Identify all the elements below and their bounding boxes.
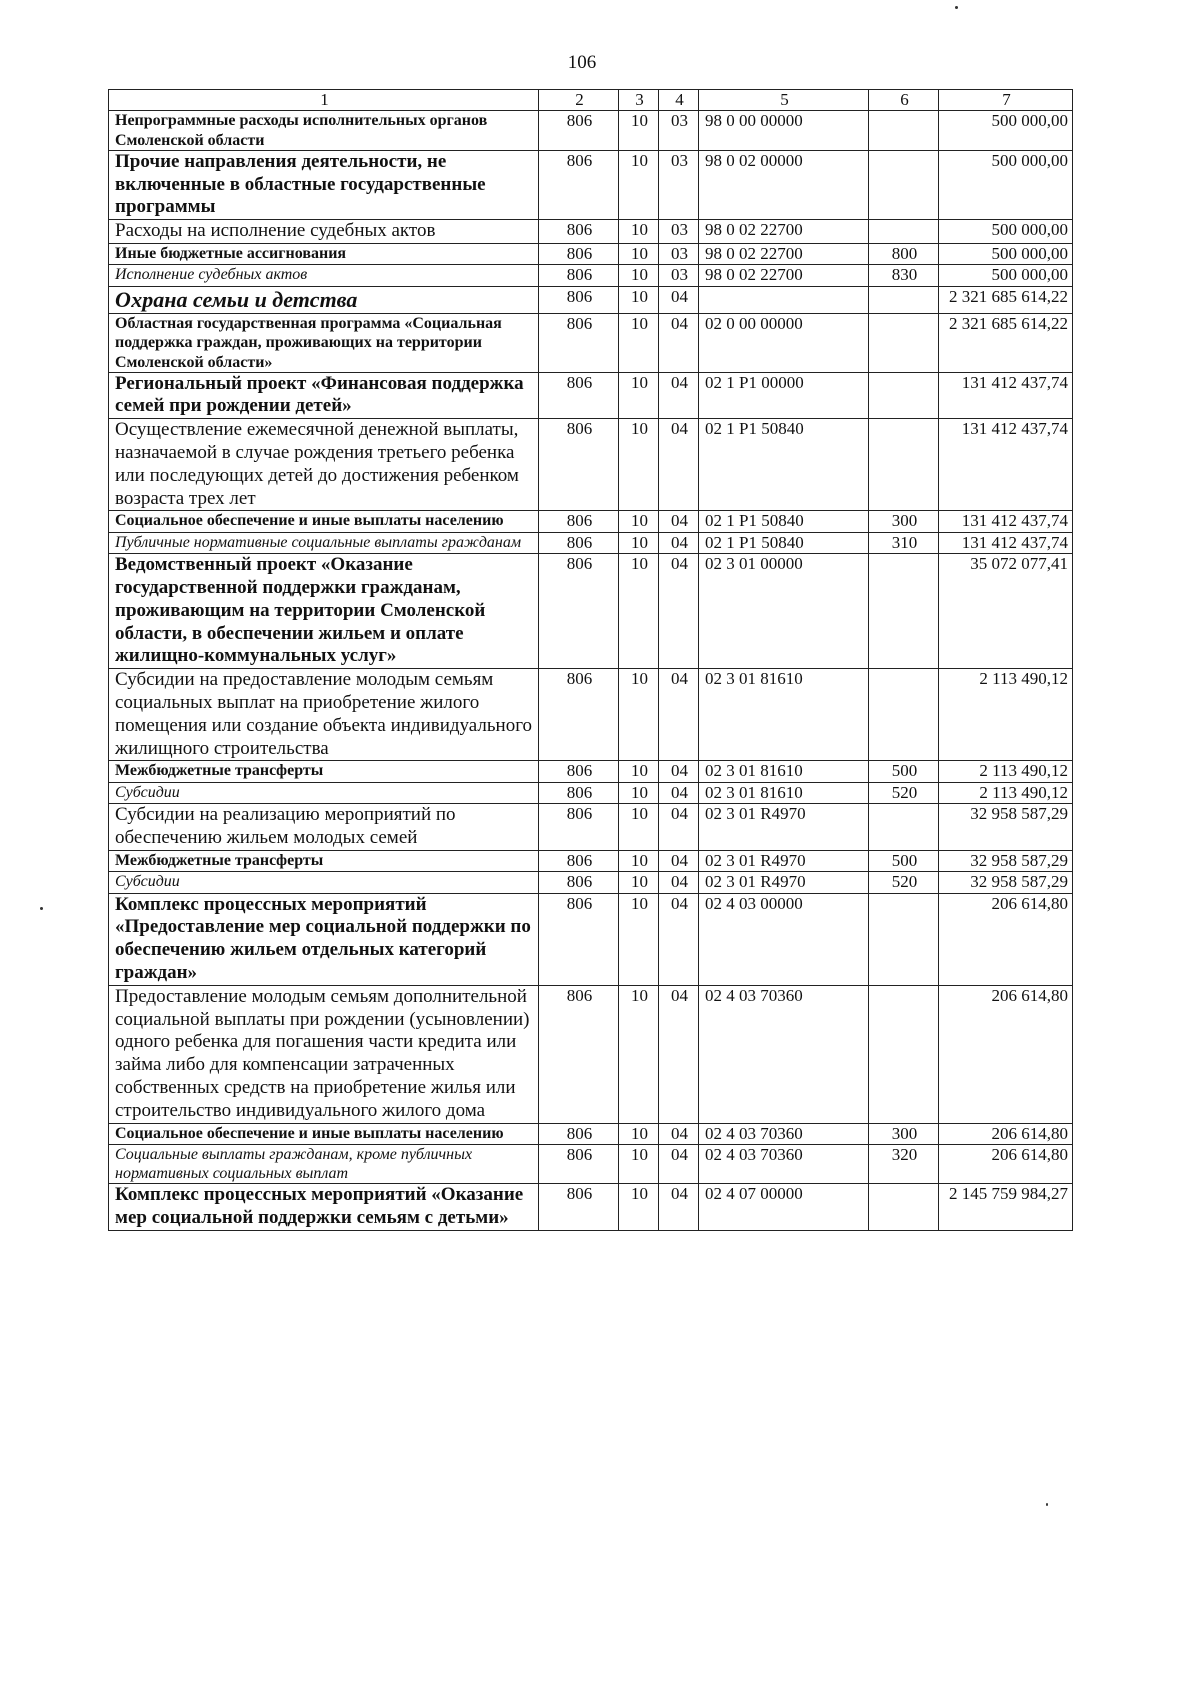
cell-c5: 02 3 01 R4970 — [699, 872, 869, 893]
table-row — [109, 286, 1073, 313]
table-row — [109, 372, 1073, 419]
cell-c3: 10 — [619, 554, 659, 669]
row-name: Непрограммные расходы исполнительных органов Смоленской области — [109, 111, 539, 150]
row-name: Иные бюджетные ассигнования — [109, 243, 539, 264]
cell-c7: 32 958 587,29 — [939, 804, 1073, 851]
cell-c4: 03 — [659, 111, 699, 150]
cell-c5: 02 0 00 00000 — [699, 314, 869, 373]
cell-c5: 02 1 P1 50840 — [699, 419, 869, 511]
cell-c4: 04 — [659, 872, 699, 893]
header-cell-4: 4 — [659, 90, 699, 111]
scan-speck — [955, 6, 958, 9]
cell-c4: 04 — [659, 893, 699, 985]
table-row — [109, 419, 1073, 511]
cell-c3: 10 — [619, 314, 659, 373]
cell-c2: 806 — [539, 419, 619, 511]
cell-c3: 10 — [619, 243, 659, 264]
cell-c5: 98 0 00 00000 — [699, 111, 869, 150]
cell-c3: 10 — [619, 511, 659, 532]
table-row — [109, 243, 1073, 264]
header-cell-1: 1 — [109, 90, 539, 111]
cell-c2: 806 — [539, 220, 619, 244]
cell-c6 — [869, 220, 939, 244]
cell-c5: 98 0 02 22700 — [699, 220, 869, 244]
cell-c7: 32 958 587,29 — [939, 850, 1073, 871]
cell-c5: 02 4 03 00000 — [699, 893, 869, 985]
row-name: Межбюджетные трансферты — [109, 850, 539, 871]
table-row — [109, 872, 1073, 893]
cell-c6: 300 — [869, 511, 939, 532]
row-name: Исполнение судебных актов — [109, 265, 539, 286]
row-name: Субсидии на предоставление молодым семьям социальных выплат на приобретение жилого помещения или создание объекта индивидуального жилищного строительства — [109, 669, 539, 761]
cell-c3: 10 — [619, 872, 659, 893]
cell-c7: 206 614,80 — [939, 1123, 1073, 1144]
table-row — [109, 1123, 1073, 1144]
cell-c4: 04 — [659, 1144, 699, 1183]
cell-c5: 02 4 03 70360 — [699, 985, 869, 1123]
cell-c6 — [869, 985, 939, 1123]
cell-c7: 2 321 685 614,22 — [939, 314, 1073, 373]
cell-c7: 131 412 437,74 — [939, 511, 1073, 532]
cell-c3: 10 — [619, 761, 659, 782]
cell-c2: 806 — [539, 985, 619, 1123]
cell-c2: 806 — [539, 265, 619, 286]
table-row — [109, 265, 1073, 286]
table-row — [109, 804, 1073, 851]
row-name: Социальное обеспечение и иные выплаты населению — [109, 511, 539, 532]
row-name: Предоставление молодым семьям дополнительной социальной выплаты при рождении (усыновлении) одного ребенка для погашения части кредита или займа либо для компенсации затраченных собственных средств на приобретение жилья или строительство индивидуального жилого дома — [109, 985, 539, 1123]
row-name: Областная государственная программа «Социальная поддержка граждан, проживающих на территории Смоленской области» — [109, 314, 539, 373]
cell-c6: 320 — [869, 1144, 939, 1183]
table-row — [109, 782, 1073, 803]
cell-c2: 806 — [539, 532, 619, 553]
cell-c2: 806 — [539, 111, 619, 150]
cell-c5: 02 1 P1 50840 — [699, 532, 869, 553]
cell-c6: 520 — [869, 872, 939, 893]
cell-c4: 04 — [659, 782, 699, 803]
cell-c7: 2 113 490,12 — [939, 669, 1073, 761]
cell-c4: 03 — [659, 243, 699, 264]
cell-c4: 03 — [659, 220, 699, 244]
cell-c4: 04 — [659, 1123, 699, 1144]
row-name: Прочие направления деятельности, не включенные в областные государственные программы — [109, 150, 539, 219]
scan-speck — [40, 907, 43, 910]
cell-c6: 310 — [869, 532, 939, 553]
row-name: Межбюджетные трансферты — [109, 761, 539, 782]
cell-c7: 500 000,00 — [939, 111, 1073, 150]
cell-c2: 806 — [539, 150, 619, 219]
cell-c7: 500 000,00 — [939, 220, 1073, 244]
cell-c3: 10 — [619, 419, 659, 511]
cell-c6 — [869, 419, 939, 511]
page-number: 106 — [567, 52, 597, 73]
cell-c3: 10 — [619, 265, 659, 286]
cell-c6 — [869, 372, 939, 419]
table-row — [109, 1144, 1073, 1183]
cell-c6 — [869, 314, 939, 373]
cell-c6: 800 — [869, 243, 939, 264]
cell-c4: 04 — [659, 314, 699, 373]
row-name: Социальное обеспечение и иные выплаты населению — [109, 1123, 539, 1144]
cell-c3: 10 — [619, 220, 659, 244]
cell-c6: 500 — [869, 850, 939, 871]
cell-c4: 04 — [659, 532, 699, 553]
row-name: Комплекс процессных мероприятий «Оказание мер социальной поддержки семьям с детьми» — [109, 1184, 539, 1231]
cell-c6 — [869, 111, 939, 150]
cell-c5: 02 3 01 81610 — [699, 782, 869, 803]
cell-c5: 02 4 03 70360 — [699, 1123, 869, 1144]
cell-c2: 806 — [539, 804, 619, 851]
row-name: Охрана семьи и детства — [109, 286, 539, 313]
cell-c2: 806 — [539, 850, 619, 871]
table-row — [109, 111, 1073, 150]
header-cell-7: 7 — [939, 90, 1073, 111]
cell-c3: 10 — [619, 669, 659, 761]
cell-c3: 10 — [619, 111, 659, 150]
cell-c2: 806 — [539, 1123, 619, 1144]
row-name: Осуществление ежемесячной денежной выплаты, назначаемой в случае рождения третьего ребенка или последующих детей до достижения ребенком возраста трех лет — [109, 419, 539, 511]
cell-c6 — [869, 150, 939, 219]
row-name: Субсидии на реализацию мероприятий по обеспечению жильем молодых семей — [109, 804, 539, 851]
cell-c7: 2 145 759 984,27 — [939, 1184, 1073, 1231]
cell-c3: 10 — [619, 372, 659, 419]
cell-c7: 206 614,80 — [939, 1144, 1073, 1183]
cell-c2: 806 — [539, 372, 619, 419]
header-cell-3: 3 — [619, 90, 659, 111]
cell-c4: 04 — [659, 511, 699, 532]
cell-c7: 131 412 437,74 — [939, 419, 1073, 511]
row-name: Публичные нормативные социальные выплаты гражданам — [109, 532, 539, 553]
cell-c5: 98 0 02 22700 — [699, 243, 869, 264]
table-row — [109, 893, 1073, 985]
cell-c7: 2 113 490,12 — [939, 761, 1073, 782]
cell-c2: 806 — [539, 782, 619, 803]
row-name: Региональный проект «Финансовая поддержка семей при рождении детей» — [109, 372, 539, 419]
cell-c6 — [869, 893, 939, 985]
cell-c3: 10 — [619, 893, 659, 985]
table-row — [109, 554, 1073, 669]
cell-c2: 806 — [539, 669, 619, 761]
cell-c4: 04 — [659, 761, 699, 782]
row-name: Ведомственный проект «Оказание государственной поддержки гражданам, проживающим на территории Смоленской области, в обеспечении жильем и оплате жилищно-коммунальных услуг» — [109, 554, 539, 669]
cell-c7: 2 113 490,12 — [939, 782, 1073, 803]
cell-c5: 98 0 02 00000 — [699, 150, 869, 219]
cell-c2: 806 — [539, 554, 619, 669]
table-row — [109, 669, 1073, 761]
cell-c3: 10 — [619, 286, 659, 313]
cell-c3: 10 — [619, 782, 659, 803]
cell-c5: 02 1 P1 00000 — [699, 372, 869, 419]
table-row — [109, 850, 1073, 871]
row-name: Расходы на исполнение судебных актов — [109, 220, 539, 244]
cell-c3: 10 — [619, 804, 659, 851]
table-row — [109, 150, 1073, 219]
table-row — [109, 314, 1073, 373]
cell-c7: 35 072 077,41 — [939, 554, 1073, 669]
cell-c7: 500 000,00 — [939, 243, 1073, 264]
scan-speck — [1046, 1503, 1048, 1506]
cell-c5: 02 4 07 00000 — [699, 1184, 869, 1231]
cell-c4: 03 — [659, 150, 699, 219]
cell-c6: 500 — [869, 761, 939, 782]
row-name: Комплекс процессных мероприятий «Предоставление мер социальной поддержки по обеспечению жильем отдельных категорий граждан» — [109, 893, 539, 985]
cell-c2: 806 — [539, 243, 619, 264]
cell-c5: 02 4 03 70360 — [699, 1144, 869, 1183]
cell-c2: 806 — [539, 1144, 619, 1183]
cell-c5 — [699, 286, 869, 313]
cell-c6 — [869, 554, 939, 669]
cell-c5: 02 1 P1 50840 — [699, 511, 869, 532]
cell-c4: 04 — [659, 985, 699, 1123]
header-row — [109, 90, 1073, 111]
cell-c5: 02 3 01 00000 — [699, 554, 869, 669]
row-name: Субсидии — [109, 872, 539, 893]
cell-c2: 806 — [539, 1184, 619, 1231]
table-row — [109, 532, 1073, 553]
cell-c6 — [869, 286, 939, 313]
cell-c3: 10 — [619, 850, 659, 871]
cell-c3: 10 — [619, 150, 659, 219]
cell-c4: 04 — [659, 1184, 699, 1231]
cell-c4: 03 — [659, 265, 699, 286]
header-cell-2: 2 — [539, 90, 619, 111]
cell-c3: 10 — [619, 532, 659, 553]
table-row — [109, 220, 1073, 244]
cell-c3: 10 — [619, 1123, 659, 1144]
cell-c4: 04 — [659, 372, 699, 419]
cell-c7: 32 958 587,29 — [939, 872, 1073, 893]
table-body — [109, 111, 1073, 1231]
header-cell-6: 6 — [869, 90, 939, 111]
cell-c6: 520 — [869, 782, 939, 803]
cell-c2: 806 — [539, 286, 619, 313]
cell-c2: 806 — [539, 511, 619, 532]
cell-c7: 2 321 685 614,22 — [939, 286, 1073, 313]
cell-c5: 02 3 01 81610 — [699, 761, 869, 782]
cell-c7: 206 614,80 — [939, 893, 1073, 985]
budget-table — [108, 89, 1073, 1231]
cell-c7: 131 412 437,74 — [939, 532, 1073, 553]
cell-c3: 10 — [619, 985, 659, 1123]
cell-c7: 500 000,00 — [939, 150, 1073, 219]
cell-c5: 02 3 01 81610 — [699, 669, 869, 761]
cell-c4: 04 — [659, 286, 699, 313]
row-name: Субсидии — [109, 782, 539, 803]
cell-c5: 02 3 01 R4970 — [699, 804, 869, 851]
cell-c5: 98 0 02 22700 — [699, 265, 869, 286]
table-row — [109, 985, 1073, 1123]
header-cell-5: 5 — [699, 90, 869, 111]
cell-c4: 04 — [659, 850, 699, 871]
table-row — [109, 761, 1073, 782]
table-row — [109, 511, 1073, 532]
table-row — [109, 1184, 1073, 1231]
cell-c6: 830 — [869, 265, 939, 286]
cell-c7: 500 000,00 — [939, 265, 1073, 286]
cell-c6: 300 — [869, 1123, 939, 1144]
cell-c6 — [869, 1184, 939, 1231]
cell-c5: 02 3 01 R4970 — [699, 850, 869, 871]
cell-c2: 806 — [539, 893, 619, 985]
cell-c7: 206 614,80 — [939, 985, 1073, 1123]
cell-c3: 10 — [619, 1184, 659, 1231]
cell-c2: 806 — [539, 872, 619, 893]
cell-c6 — [869, 804, 939, 851]
cell-c4: 04 — [659, 669, 699, 761]
cell-c2: 806 — [539, 314, 619, 373]
cell-c7: 131 412 437,74 — [939, 372, 1073, 419]
cell-c4: 04 — [659, 804, 699, 851]
cell-c6 — [869, 669, 939, 761]
cell-c4: 04 — [659, 554, 699, 669]
cell-c2: 806 — [539, 761, 619, 782]
cell-c3: 10 — [619, 1144, 659, 1183]
row-name: Социальные выплаты гражданам, кроме публичных нормативных социальных выплат — [109, 1144, 539, 1183]
cell-c4: 04 — [659, 419, 699, 511]
